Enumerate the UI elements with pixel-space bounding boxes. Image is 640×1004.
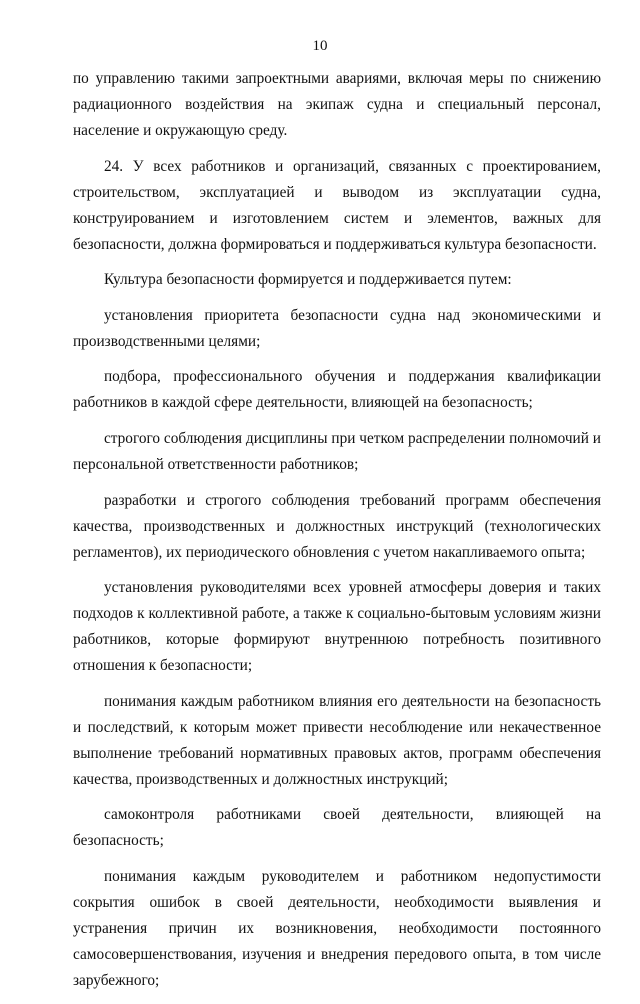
paragraph-culture-intro: Культура безопасности формируется и поддерживается путем: <box>104 271 512 289</box>
list-item-self-control: самоконтроля работниками своей деятельности, влияющей на безопасность; <box>73 806 601 850</box>
paragraph-continuation: по управлению такими запроектными авариями, включая меры по снижению радиационного воздействия на экипаж судна и специальный персонал, население и окружающую среду. <box>73 70 601 139</box>
list-item-priority: установления приоритета безопасности судна над экономическими и производственными целями; <box>73 306 601 350</box>
list-item-quality-programs: разработки и строгого соблюдения требований программ обеспечения качества, производственных и должностных инструкций (технологических регламентов), их периодического обновления с учетом накапливаемого опыта; <box>73 491 601 561</box>
list-item-trust: установления руководителями всех уровней атмосферы доверия и таких подходов к коллективной работе, а также к социально-бытовым условиям жизни работников, которые формируют внутреннюю потребность позитивного отношения к безопасности; <box>73 579 601 675</box>
paragraph-item-24: 24. У всех работников и организаций, связанных с проектированием, строительством, эксплуатацией и выводом из эксплуатации судна, конструированием и изготовлением систем и элементов, важных для безопасности, должна формироваться и поддерживаться культура безопасности. <box>73 157 601 253</box>
page-number: 10 <box>312 38 328 54</box>
list-item-understanding-impact: понимания каждым работником влияния его деятельности на безопасность и последствий, к которым может привести несоблюдение или некачественное выполнение требований нормативных правовых актов, программ обеспечения качества, производственных и должностных инструкций; <box>73 692 601 788</box>
list-item-training: подбора, профессионального обучения и поддержания квалификации работников в каждой сфере деятельности, влияющей на безопасность; <box>73 368 601 412</box>
list-item-no-concealment: понимания каждым руководителем и работником недопустимости сокрытия ошибок в своей деятельности, необходимости выявления и устранения причин их возникновения, необходимости постоянного самосовершенствования, изучения и внедрения передового опыта, в том числе зарубежного; <box>73 867 601 989</box>
document-body <box>73 66 601 1004</box>
list-item-discipline: строгого соблюдения дисциплины при четком распределении полномочий и персональной ответственности работников; <box>73 429 601 473</box>
